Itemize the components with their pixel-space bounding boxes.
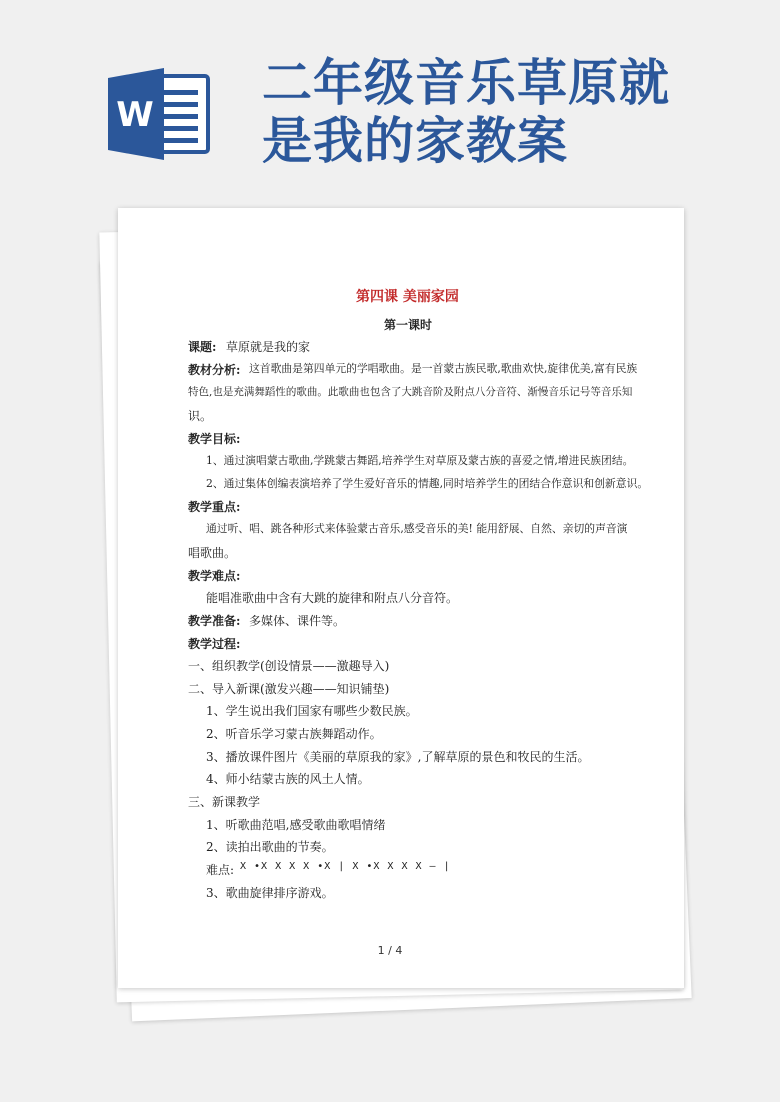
difficulty-label: 教学难点: xyxy=(188,569,241,583)
process-label: 教学过程: xyxy=(188,637,241,651)
process-step-2-1: 1、学生说出我们国家有哪些少数民族。 xyxy=(206,704,418,718)
analysis-label: 教材分析: xyxy=(188,363,241,377)
topic-text: 草原就是我的家 xyxy=(226,340,311,354)
process-step-2: 二、导入新课(激发兴趣——知识铺垫) xyxy=(188,682,390,696)
analysis-line-2: 特色,也是充满舞蹈性的歌曲。此歌曲也包含了大跳音阶及附点八分音符、渐慢音乐记号等音乐知 xyxy=(188,386,633,398)
word-logo-letter: W xyxy=(116,95,154,135)
title-line-2: 是我的家教案 xyxy=(262,112,568,170)
prep-label: 教学准备: xyxy=(188,614,241,628)
period-heading: 第一课时 xyxy=(384,318,433,332)
process-step-2-2: 2、听音乐学习蒙古族舞蹈动作。 xyxy=(206,727,382,741)
title-line-1: 二年级音乐草原就 xyxy=(262,54,670,112)
process-step-2-4: 4、师小结蒙古族的风土人情。 xyxy=(206,772,370,786)
rhythm-label: 难点: xyxy=(206,863,235,877)
process-step-3-3: 3、歌曲旋律排序游戏。 xyxy=(206,886,334,900)
process-step-3-2: 2、读拍出歌曲的节奏。 xyxy=(206,840,334,854)
goal-1: 1、通过演唱蒙古歌曲,学跳蒙古舞蹈,培养学生对草原及蒙古族的喜爱之情,增进民族团结。 xyxy=(206,454,634,467)
prep-text: 多媒体、课件等。 xyxy=(249,614,346,628)
goal-2: 2、通过集体创编表演培养了学生爱好音乐的情趣,同时培养学生的团结合作意识和创新意识。 xyxy=(206,477,649,490)
key-points-line-2: 唱歌曲。 xyxy=(188,546,237,560)
goals-label: 教学目标: xyxy=(188,432,241,446)
topic-label: 课题: xyxy=(188,340,217,354)
lesson-title: 第四课 美丽家园 xyxy=(356,289,459,305)
process-step-3-1: 1、听歌曲范唱,感受歌曲歌唱情绪 xyxy=(206,818,386,832)
process-step-1: 一、组织教学(创设情景——激趣导入) xyxy=(188,659,390,673)
process-step-3: 三、新课教学 xyxy=(188,795,261,809)
analysis-line-3: 识。 xyxy=(188,409,213,423)
analysis-line-1: 这首歌曲是第四单元的学唱歌曲。是一首蒙古族民歌,歌曲欢快,旋律优美,富有民族 xyxy=(249,362,638,375)
process-step-2-3: 3、播放课件图片《美丽的草原我的家》,了解草原的景色和牧民的生活。 xyxy=(206,750,590,764)
page-number: 1 / 4 xyxy=(377,944,403,957)
difficulty-text: 能唱准歌曲中含有大跳的旋律和附点八分音符。 xyxy=(206,591,459,605)
key-points-line-1: 通过听、唱、跳各种形式来体验蒙古音乐,感受音乐的美! 能用舒展、自然、亲切的声音演 xyxy=(206,522,628,535)
word-icon xyxy=(108,66,212,162)
rhythm-notation: X •X X X X •X | X •X X X X – | xyxy=(240,861,451,872)
key-points-label: 教学重点: xyxy=(188,500,241,514)
page-title xyxy=(262,54,762,170)
